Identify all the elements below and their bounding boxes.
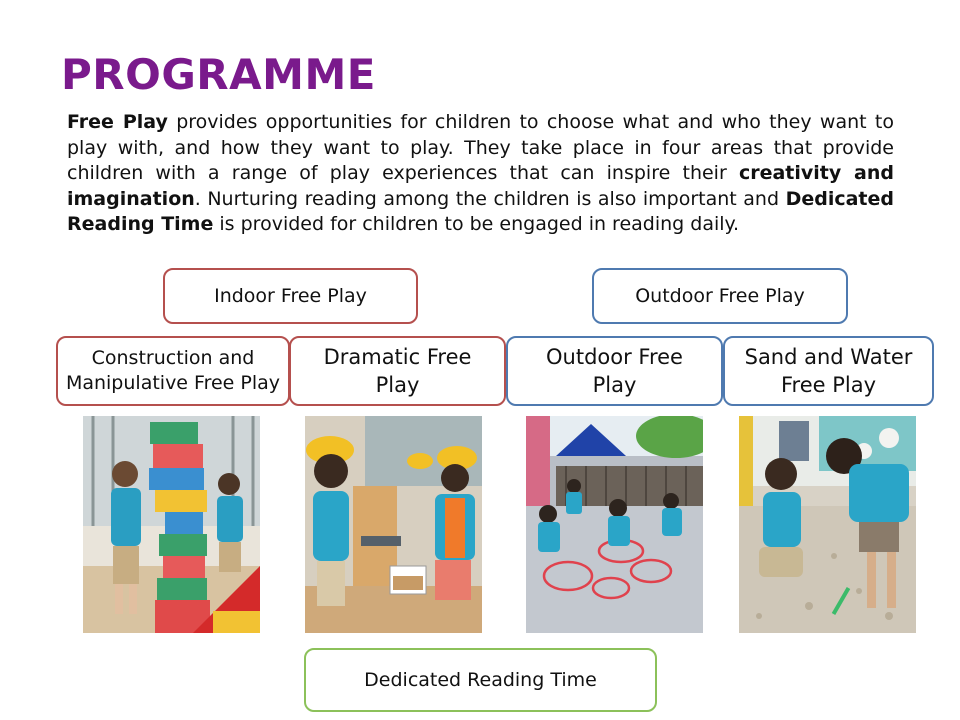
slide-title: PROGRAMME xyxy=(61,50,376,99)
paragraph-text-2: . Nurturing reading among the children is also important and xyxy=(194,187,786,210)
construction-play-photo xyxy=(83,416,260,633)
indoor-free-play-box: Indoor Free Play xyxy=(163,268,418,324)
reading-time-bold: Dedicated Reading Time xyxy=(67,187,894,236)
creativity-bold: creativity and imagination xyxy=(67,162,894,210)
paragraph-text-1: provides opportunities for children to choose what and who they want to play with, and how they want to play. They take place in four areas that provide children with a range of play experiences that can inspire their xyxy=(67,111,894,185)
dedicated-reading-time-box: Dedicated Reading Time xyxy=(304,648,657,712)
outdoor-free-play-header-box: Outdoor Free Play xyxy=(592,268,848,324)
construction-manipulative-box: Construction and Manipulative Free Play xyxy=(56,336,290,406)
paragraph-text-3: is provided for children to be engaged in reading daily. xyxy=(213,213,740,236)
dramatic-free-play-box: Dramatic Free Play xyxy=(289,336,506,406)
dramatic-play-photo xyxy=(305,416,482,633)
intro-paragraph xyxy=(67,110,894,238)
sand-water-play-photo xyxy=(739,416,916,633)
outdoor-play-photo xyxy=(526,416,703,633)
free-play-bold: Free Play xyxy=(67,111,168,133)
sand-water-free-play-box: Sand and Water Free Play xyxy=(723,336,934,406)
outdoor-free-play-box: Outdoor Free Play xyxy=(506,336,723,406)
